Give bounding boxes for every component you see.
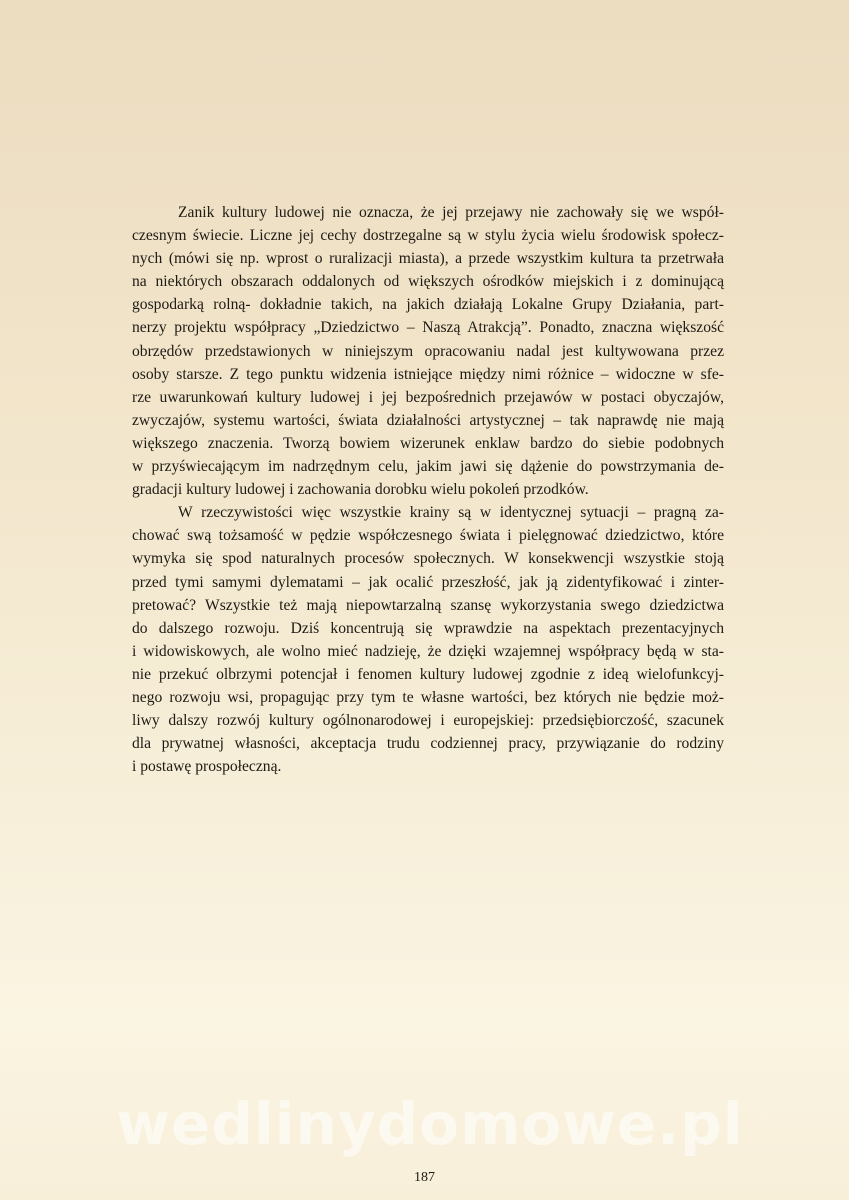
text-line: chować swą tożsamość w pędzie współczesnego świata i pielęgnować dziedzictwo, które — [132, 527, 724, 545]
text-line: liwy dalszy rozwój kultury ogólnonarodowej i europejskiej: przedsiębiorczość, szacunek — [132, 712, 724, 730]
watermark: wedlinydomowe.pl — [116, 1090, 744, 1158]
text-line: Zanik kultury ludowej nie oznacza, że jej przejawy nie zachowały się we współ- — [178, 204, 724, 221]
text-line: gospodarką rolną- dokładnie takich, na jakich działają Lokalne Grupy Działania, part- — [132, 296, 724, 314]
paragraph — [132, 201, 724, 501]
text-line: nerzy projektu współpracy „Dziedzictwo – Naszą Atrakcją”. Ponadto, znaczna większość — [132, 319, 724, 337]
text-line: pretować? Wszystkie też mają niepowtarzalną szansę wykorzystania swego dziedzictwa — [132, 596, 724, 614]
text-line: większego znaczenia. Tworzą bowiem wizerunek enklaw bardzo do siebie podobnych — [132, 434, 724, 452]
text-line: W rzeczywistości więc wszystkie krainy są w identycznej sytuacji – pragną za- — [178, 504, 724, 522]
text-line: osoby starsze. Z tego punktu widzenia istniejące między nimi różnice – widoczne w sfe- — [132, 365, 724, 383]
text-line: i postawę prospołeczną. — [132, 758, 282, 776]
text-line: zwyczajów, systemu wartości, świata działalności artystycznej – tak naprawdę nie mają — [132, 411, 724, 429]
text-line: rze uwarunkowań kultury ludowej i jej bezpośrednich przejawów w postaci obyczajów, — [132, 388, 724, 406]
text-line: wymyka się spod naturalnych procesów społecznych. W konsekwencji wszystkie stoją — [132, 550, 724, 568]
text-line: dla prywatnej własności, akceptacja trudu codziennej pracy, przywiązanie do rodziny — [132, 735, 724, 753]
text-line: nie przekuć olbrzymi potencjał i fenomen kultury ludowej zgodnie z ideą wielofunkcyj- — [132, 665, 724, 683]
paragraph — [132, 501, 724, 778]
text-line: i widowiskowych, ale wolno mieć nadzieję, że dzięki wzajemnej współpracy będą w sta- — [132, 642, 724, 660]
text-line: nego rozwoju wsi, propagując przy tym te własne wartości, bez których nie będzie moż- — [132, 688, 724, 706]
text-line: obrzędów przedstawionych w niniejszym opracowaniu nadal jest kultywowana przez — [132, 342, 724, 360]
text-line: nych (mówi się np. wprost o ruralizacji miasta), a przede wszystkim kultura ta przetrwała — [132, 250, 724, 268]
text-line: czesnym świecie. Liczne jej cechy dostrzegalne są w stylu życia wielu środowisk społecz- — [132, 227, 724, 245]
body-text — [132, 201, 724, 778]
text-line: do dalszego rozwoju. Dziś koncentrują się wprawdzie na aspektach prezentacyjnych — [132, 619, 724, 637]
page-number: 187 — [414, 1170, 435, 1185]
text-line: gradacji kultury ludowej i zachowania dorobku wielu pokoleń przodków. — [132, 481, 589, 499]
text-line: na niektórych obszarach oddalonych od większych ośrodków miejskich i z dominującą — [132, 273, 724, 291]
text-line: przed tymi samymi dylematami – jak ocalić przeszłość, jak ją zidentyfikować i zinter- — [132, 573, 724, 591]
text-line: w przyświecającym im nadrzędnym celu, jakim jawi się dążenie do powstrzymania de- — [132, 458, 724, 476]
